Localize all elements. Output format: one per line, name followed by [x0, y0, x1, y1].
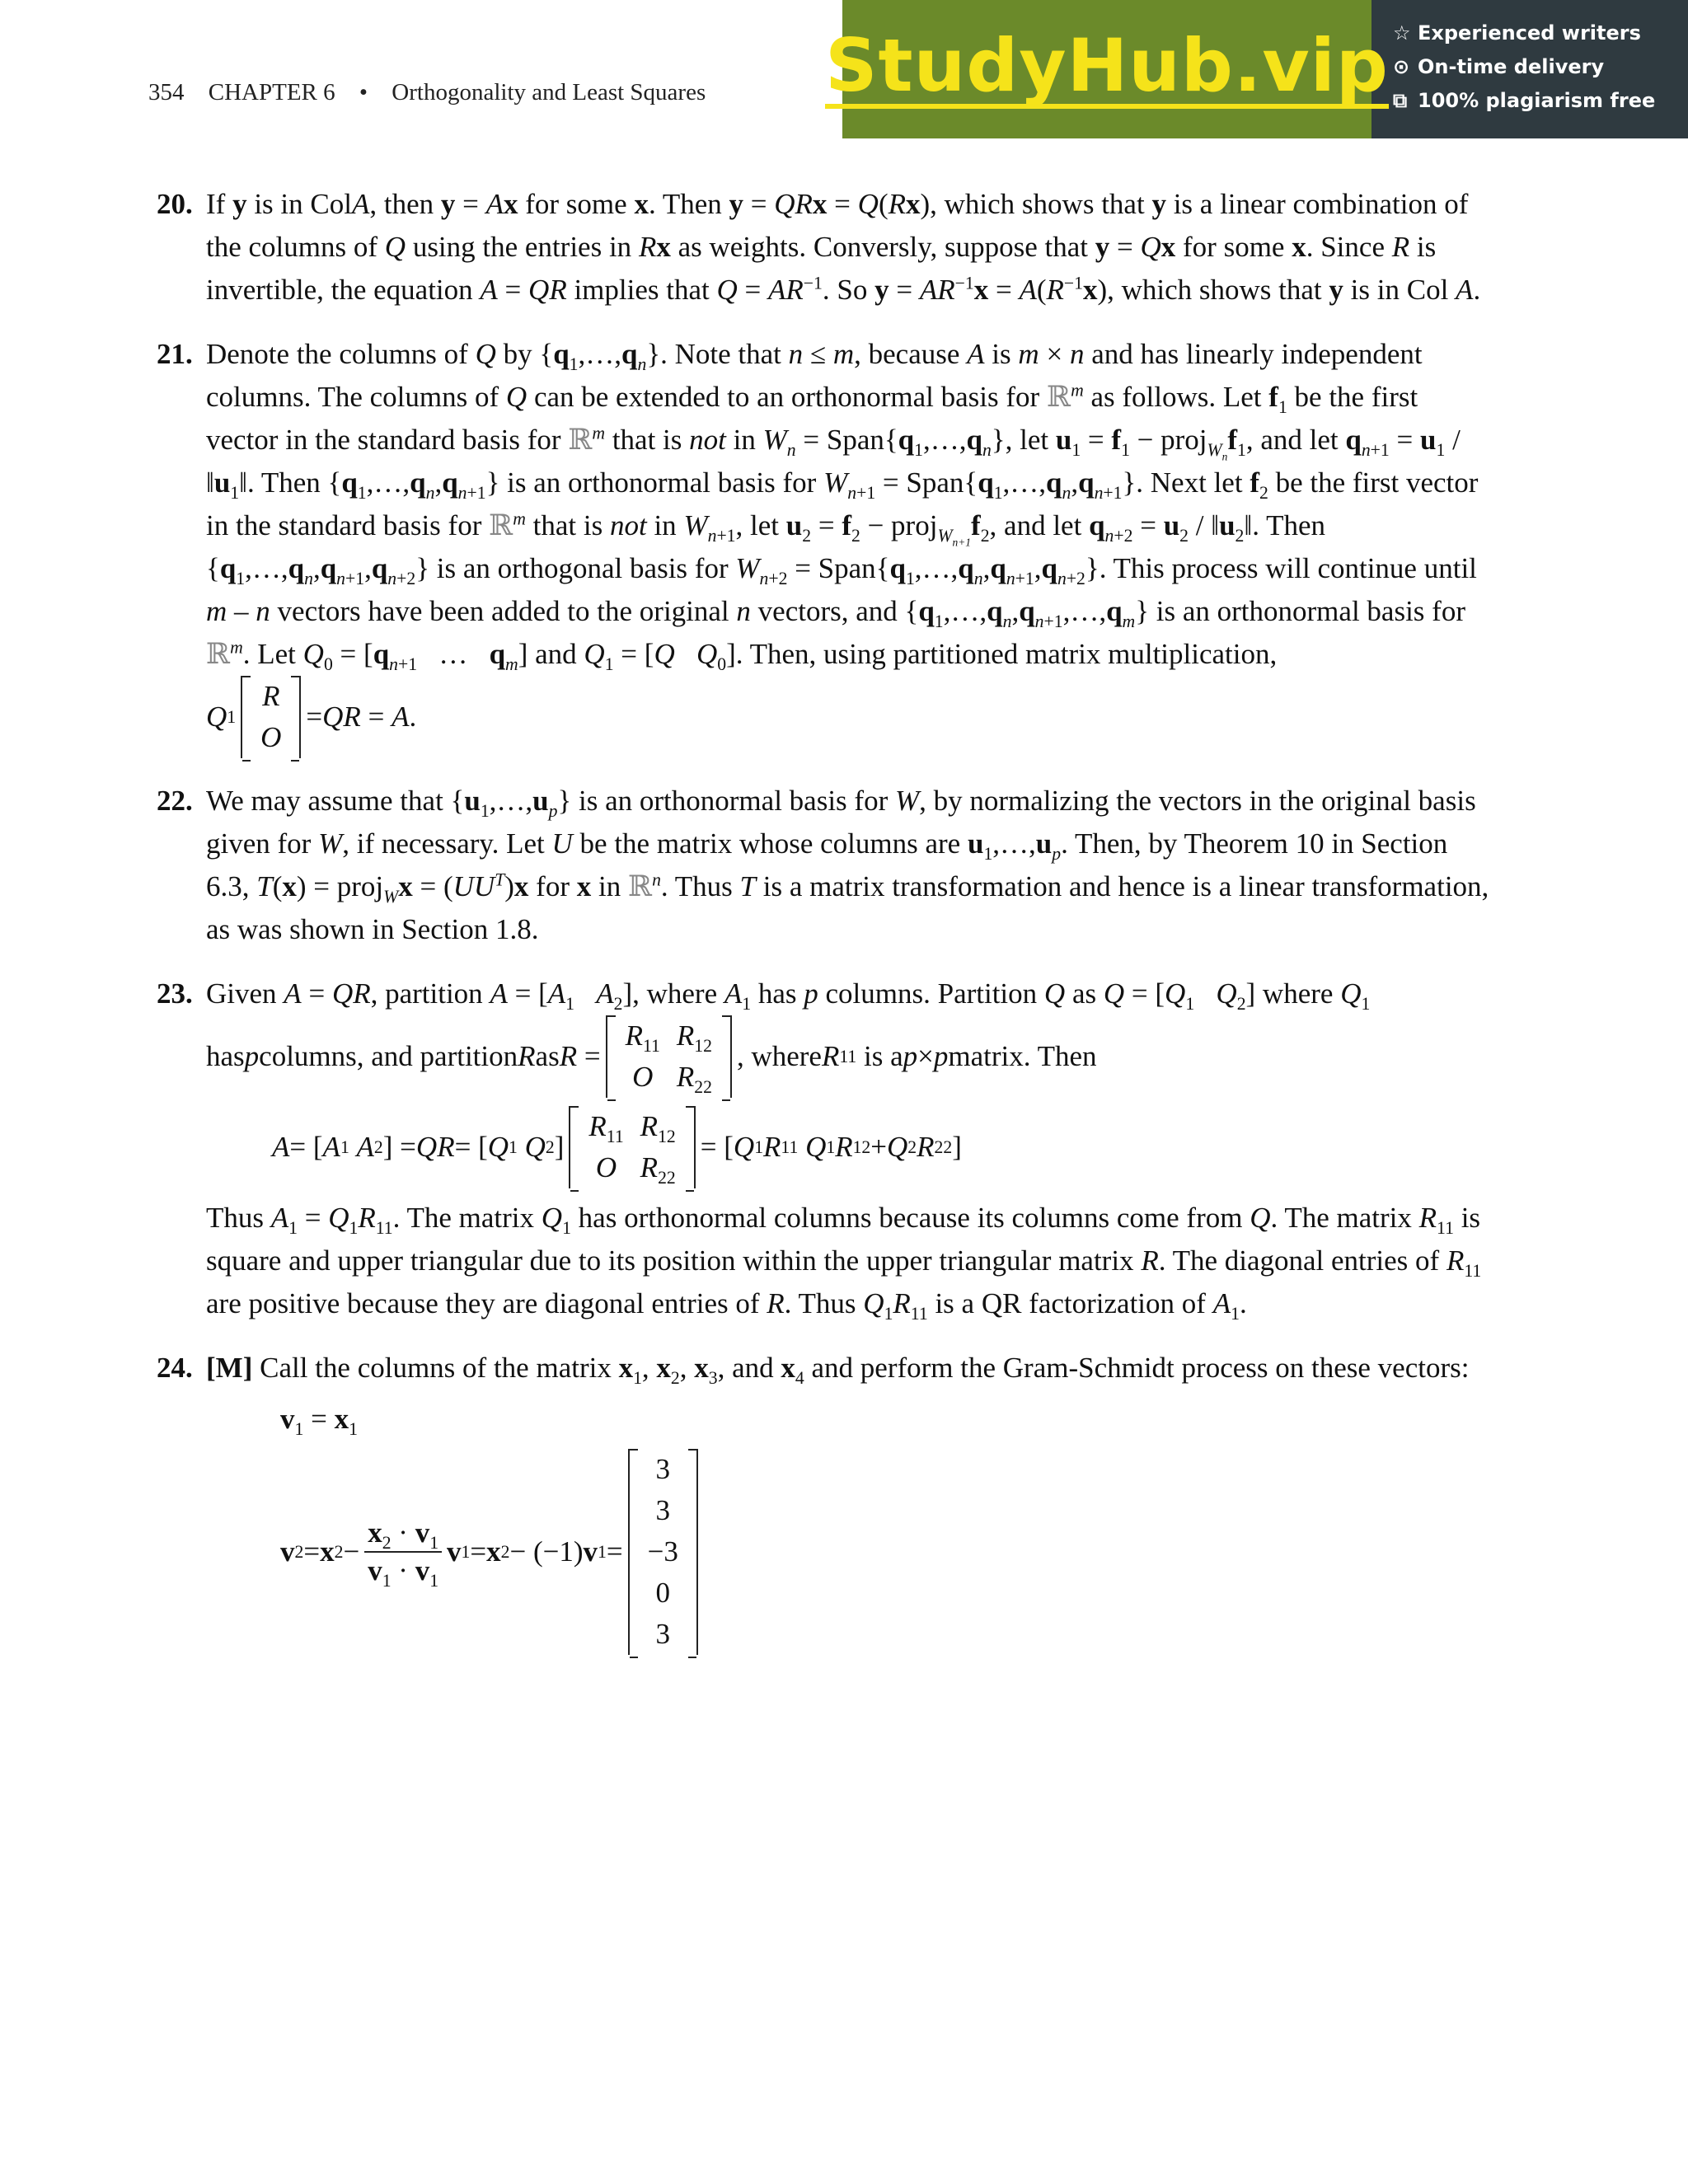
projection-fraction: $\frac{x_2 \cdot v_1}{v_1 \cdot v_1}$	[364, 1515, 442, 1589]
problem-number: 20.	[157, 188, 193, 220]
studyhub-logo[interactable]	[825, 0, 1389, 138]
partition-r-line: has p columns, and partition R as R = $R_{11}$ $R_{12}$ O $R_{22}$ , where R 11 is a p × p matrix. Then	[206, 1015, 1492, 1098]
logo-text: StudyHub.vip	[825, 23, 1389, 108]
problem-text: Denote the columns of Q by $\{q_1,\dots,q_n\}$. Note that n ≤ m, because A is m × n and has linearly independent columns. The columns of Q can be extended to an orthonormal basis for ℝ$^m$ as follows. Let $f_1$ be the first vector in the standard basis for ℝ$^m$ that is not in $W_n$ = $Span\{q_1,\dots,q_n\}$, let $u_1 = f_1$ − $proj_{W_n}f_1$, and let $q_{n+1} = u_1$ / $‖u_1‖$. Then $\{q_1,\dots,q_n,q_{n+1}\}$ is an orthonormal basis for $W_{n+1}$ = $Span\{q_1,\dots,q_n,q_{n+1}\}$. Next let $f_2$ be the first vector in the standard basis for ℝ$^m$ that is not in $W_{n+1}$, let $u_2 = f_2$ − $proj_{W_{n+1}}f_2$, and let $q_{n+2} = u_2$ / $‖u_2‖$. Then $\{q_1,\dots,q_n,q_{n+1},q_{n+2}\}$ is an orthogonal basis for $W_{n+2}$ = $Span\{q_1,\dots,q_n,q_{n+1},q_{n+2}\}$. This process will continue until m – n vectors have been added to the original n vectors, and $\{q_1,\dots,q_n,q_{n+1},\dots,q_m\}$ is an orthonormal basis for ℝ$^m$. Let $Q_0 = [q_{n+1}$ … $q_m$] and $Q_1 = [Q$ $Q_0$]. Then, using partitioned matrix multiplication, Q 1 R O = QR = A .	[206, 333, 1492, 758]
solutions-content	[157, 183, 1492, 1676]
feature-delivery: ⊙ On-time delivery	[1393, 55, 1605, 78]
problem-21	[157, 333, 1492, 758]
chapter-title: Orthogonality and Least Squares	[392, 79, 706, 105]
equation-23: A = [ A 1 A 2 ] = QR = [ Q 1 Q 2 ] $R_{11}$ $R_{12}$ O $R_{22}$ = [ Q 1 R 11 Q 1 R 12 + Q 2 R 22 ]	[272, 1106, 1492, 1188]
problem-number: 24.	[157, 1352, 193, 1384]
feature-plagiarism: ⧉ 100% plagiarism free	[1393, 89, 1656, 112]
chapter-label: CHAPTER 6	[208, 79, 335, 105]
problem-text: If y is in ColA, then y = Ax for some x. Then y = QRx = Q(Rx), which shows that y is a linear combination of the columns of Q using the entries in Rx as weights. Conversly, suppose that y = Qx for some x. Since R is invertible, the equation A = QR implies that $Q = AR^{-1}$. So $y = AR^{-1}x = A(R^{-1}x)$, which shows that y is in Col A.	[206, 188, 1481, 306]
problem-number: 23.	[157, 977, 193, 1010]
problem-20	[157, 183, 1492, 312]
problem-22	[157, 780, 1492, 951]
problem-24	[157, 1347, 1492, 1655]
vector-v2: 3 3 −3 0 3	[628, 1449, 698, 1655]
problem-number: 22.	[157, 785, 193, 817]
page-number: 354	[148, 79, 185, 105]
copy-icon: ⧉	[1393, 89, 1408, 112]
banner-features	[1372, 0, 1688, 138]
clock-icon: ⊙	[1393, 55, 1410, 78]
feature-experienced: ☆ Experienced writers	[1393, 21, 1641, 45]
star-icon: ☆	[1393, 21, 1411, 45]
matrix-r-o: R O	[241, 676, 301, 758]
matrix-r-blocks-2: $R_{11}$ $R_{12}$ O $R_{22}$	[569, 1106, 695, 1188]
equation-v2: v 2 = x 2 − $\frac{x_2 \cdot v_1}{v_1 \cdot v_1}$ v 1 = x 2 − (−1) v 1 = 3 3 −3 0 3	[280, 1449, 1492, 1655]
equation-21: Q 1 R O = QR = A .	[206, 676, 1492, 758]
problem-number: 21.	[157, 338, 193, 370]
problem-text: [M] Call the columns of the matrix $x_1$, $x_2$, $x_3$, and $x_4$ and perform the Gram-Schmidt process on these vectors: $v_1 = x_1$ v 2 = x 2 − $\frac{x_2 \cdot v_1}{v_1 \cdot v_1}$ v 1 = x 2 − (−1) v 1 = 3 3 −3 0 3	[206, 1347, 1492, 1655]
header-bullet: •	[359, 79, 368, 105]
problem-text: Given A = QR, partition $A = [A_1$ $A_2$], where $A_1$ has p columns. Partition Q as $Q = [Q_1$ $Q_2$] where $Q_1$ has p columns, and partition R as R = $R_{11}$ $R_{12}$ O $R_{22}$ , where R 11 is a p × p matrix. Then A = [ A 1 A 2 ] = QR = [ Q 1 Q 2 ] $R_{11}$ $R_{12}$ O $R_{22}$ = [ Q 1 R 11 Q 1 R 12 + Q 2 R 22 ] Thus $A_1 = Q_1R_{11}$. The matrix $Q_1$ has orthonormal columns because its columns come from Q. The matrix $R_{11}$ is square and upper triangular due to its position within the upper triangular matrix R. The diagonal entries of $R_{11}$ are positive because they are diagonal entries of R. Thus $Q_1R_{11}$ is a QR factorization of $A_1$.	[206, 972, 1492, 1325]
running-head	[148, 79, 724, 106]
problem-text: We may assume that $\{u_1,\dots,u_p\}$ is an orthonormal basis for W, by normalizing the vectors in the original basis given for W, if necessary. Let U be the matrix whose columns are $u_1,\dots,u_p$. Then, by Theorem 10 in Section 6.3, T(x) = proj$_W$x = $(UU^T)x$ for x in ℝ$^n$. Thus T is a matrix transformation and hence is a linear transformation, as was shown in Section 1.8.	[206, 785, 1489, 945]
equation-v1: $v_1 = x_1$	[280, 1403, 358, 1439]
matrix-r-blocks: $R_{11}$ $R_{12}$ O $R_{22}$	[606, 1015, 732, 1098]
studyhub-banner[interactable]	[825, 0, 1688, 138]
problem-23	[157, 972, 1492, 1325]
